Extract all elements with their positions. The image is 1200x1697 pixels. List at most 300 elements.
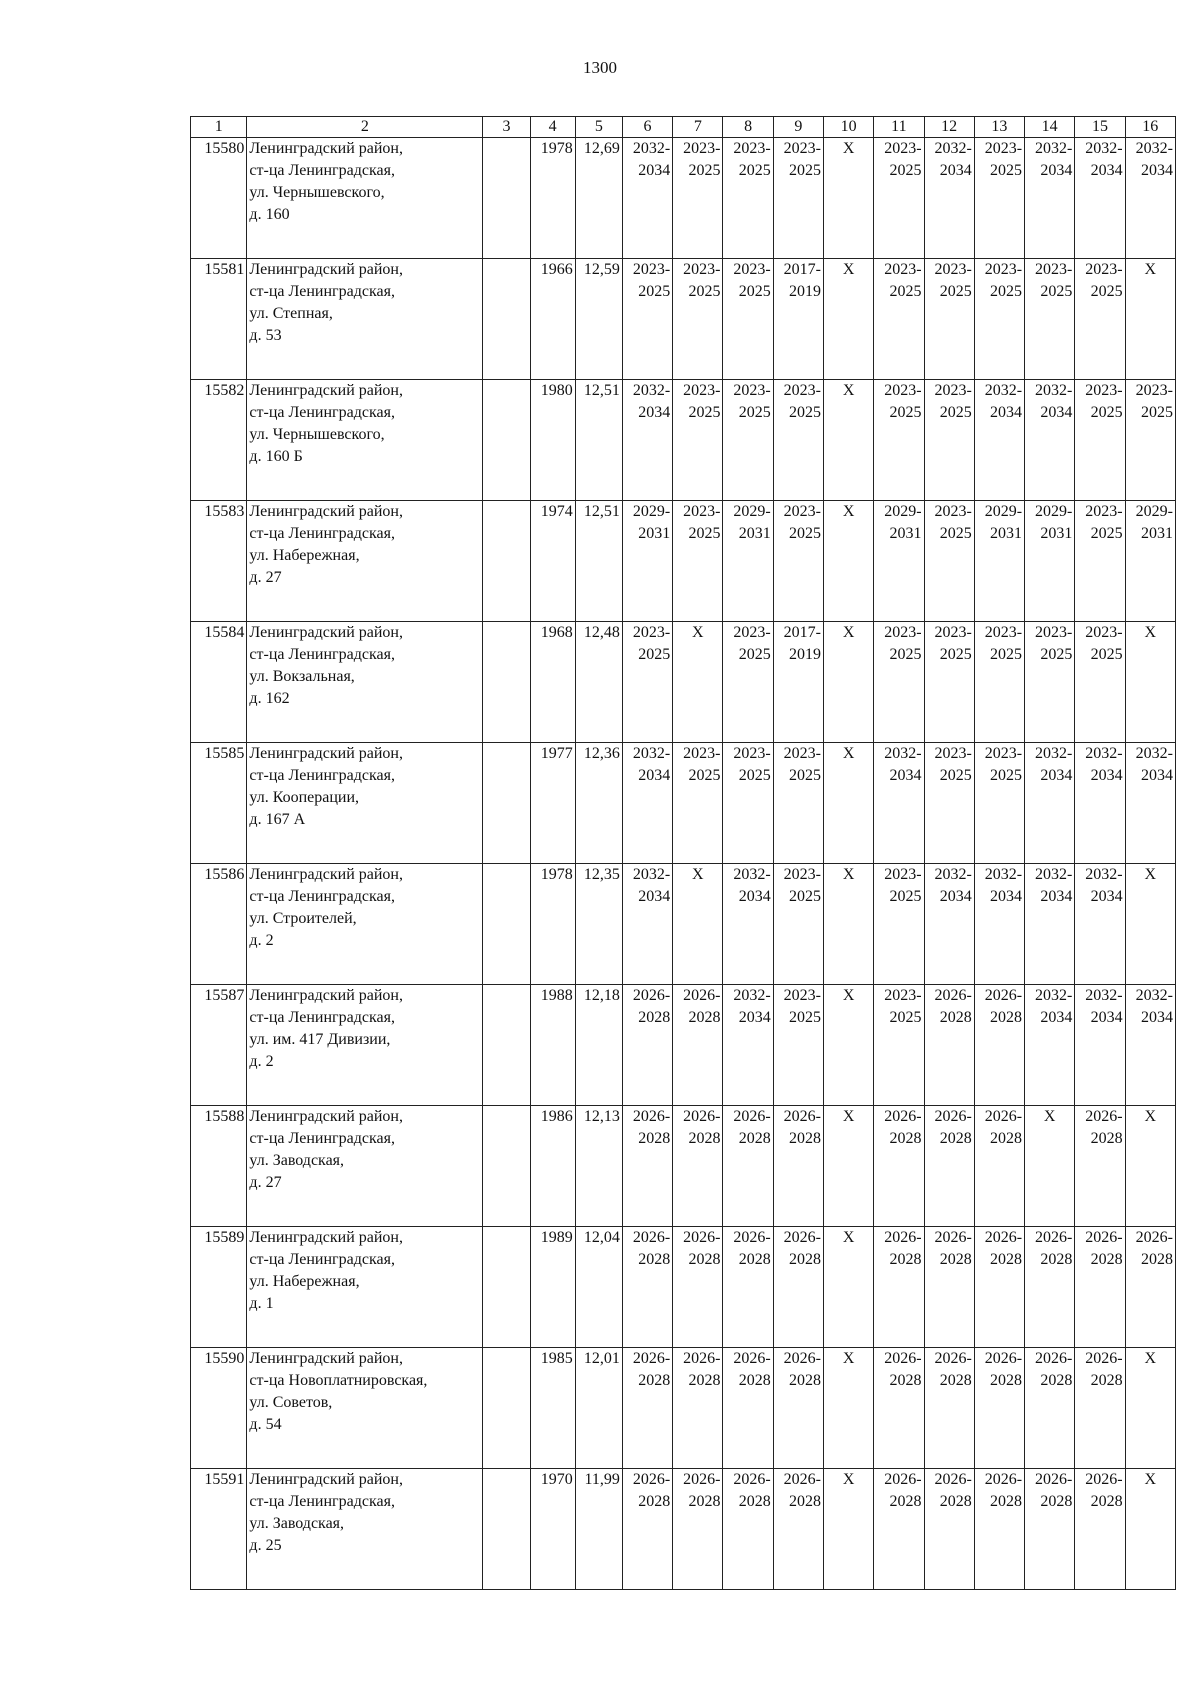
address-line: ул. Заводская, [249, 1152, 345, 1169]
period-cell: X [1125, 1469, 1175, 1590]
period-cell [874, 1227, 924, 1348]
address-cell [247, 1469, 483, 1590]
column-3-cell [483, 501, 530, 622]
period-cell: X [823, 1348, 873, 1469]
period-cell [974, 1106, 1024, 1227]
period-cell [1075, 1227, 1125, 1348]
row-number: 15587 [191, 985, 247, 1106]
period-text: 2023- 2025 [683, 745, 721, 784]
period-text: 2026- 2028 [934, 1108, 972, 1147]
period-cell [974, 743, 1024, 864]
period-text: 2023- 2025 [884, 382, 922, 421]
period-cell [1125, 501, 1175, 622]
period-cell [622, 501, 672, 622]
address-cell [247, 501, 483, 622]
period-cell [673, 1106, 723, 1227]
address-line: ст-ца Ленинградская, [249, 888, 395, 905]
period-cell [1075, 138, 1125, 259]
address-line: д. 167 А [249, 811, 306, 828]
period-text: 2026- 2028 [783, 1350, 821, 1389]
year-built-cell: 1966 [530, 259, 575, 380]
period-cell [1075, 1348, 1125, 1469]
period-text: 2029- 2031 [733, 503, 771, 542]
period-cell [874, 501, 924, 622]
address-line: ул. Вокзальная, [249, 668, 355, 685]
column-number-6: 6 [622, 117, 672, 138]
address-cell [247, 1348, 483, 1469]
address-cell [247, 380, 483, 501]
address-line: Ленинградский район, [249, 987, 403, 1004]
period-cell [622, 138, 672, 259]
period-cell [874, 864, 924, 985]
address-line: ул. Советов, [249, 1394, 333, 1411]
period-cell: X [673, 622, 723, 743]
period-text: 2032- 2034 [632, 382, 671, 421]
period-text: 2023- 2025 [783, 987, 821, 1026]
address-line: ул. Степная, [249, 305, 333, 322]
period-text: 2032- 2034 [733, 866, 771, 905]
value-cell: 12,36 [575, 743, 622, 864]
period-text: 2023- 2025 [884, 261, 922, 300]
period-cell [723, 138, 773, 259]
value-cell: 11,99 [575, 1469, 622, 1590]
period-text: 2032- 2034 [1034, 382, 1073, 421]
period-cell [723, 1227, 773, 1348]
table-row [191, 501, 1176, 622]
period-cell [1025, 622, 1075, 743]
period-cell [924, 743, 974, 864]
period-text: 2023- 2025 [1085, 382, 1123, 421]
period-text: 2032- 2034 [1085, 866, 1123, 905]
column-3-cell [483, 1469, 530, 1590]
period-text: 2023- 2025 [1085, 624, 1123, 663]
period-text: 2029- 2031 [1034, 503, 1073, 542]
period-cell [723, 380, 773, 501]
period-cell: X [823, 259, 873, 380]
address-cell [247, 622, 483, 743]
period-cell [723, 1106, 773, 1227]
period-cell [1125, 380, 1175, 501]
period-cell [773, 864, 823, 985]
period-cell [1075, 1469, 1125, 1590]
period-text: 2023- 2025 [733, 745, 771, 784]
period-text: 2023- 2025 [632, 624, 671, 663]
period-text: 2026- 2028 [884, 1108, 922, 1147]
period-text: 2026- 2028 [632, 987, 671, 1026]
period-cell: X [823, 864, 873, 985]
period-cell [673, 380, 723, 501]
period-text: 2017- 2019 [783, 261, 821, 300]
table-row [191, 380, 1176, 501]
column-number-13: 13 [974, 117, 1024, 138]
address-line: ул. Чернышевского, [249, 184, 385, 201]
period-cell [622, 1227, 672, 1348]
row-number: 15591 [191, 1469, 247, 1590]
table-row [191, 1106, 1176, 1227]
period-text: 2026- 2028 [1085, 1471, 1123, 1510]
period-cell [974, 259, 1024, 380]
address-line: ул. Строителей, [249, 910, 357, 927]
row-number: 15580 [191, 138, 247, 259]
address-line: Ленинградский район, [249, 382, 403, 399]
address-line: ст-ца Ленинградская, [249, 646, 395, 663]
period-text: 2026- 2028 [683, 1229, 721, 1268]
period-cell [622, 743, 672, 864]
period-cell [874, 380, 924, 501]
period-text: 2026- 2028 [884, 1471, 922, 1510]
row-number: 15586 [191, 864, 247, 985]
period-cell [1075, 259, 1125, 380]
table-row [191, 864, 1176, 985]
period-text: 2023- 2025 [884, 987, 922, 1026]
period-cell [924, 138, 974, 259]
address-line: ст-ца Ленинградская, [249, 1130, 395, 1147]
period-text: 2023- 2025 [884, 140, 922, 179]
period-cell [673, 259, 723, 380]
period-text: 2023- 2025 [632, 261, 671, 300]
period-cell [723, 622, 773, 743]
period-cell [924, 501, 974, 622]
period-text: 2026- 2028 [632, 1229, 671, 1268]
period-cell [974, 864, 1024, 985]
period-text: 2026- 2028 [733, 1108, 771, 1147]
period-text: 2023- 2025 [1085, 503, 1123, 542]
address-line: Ленинградский район, [249, 140, 403, 157]
period-cell [1125, 1227, 1175, 1348]
period-text: 2032- 2034 [632, 140, 671, 179]
period-text: 2026- 2028 [884, 1229, 922, 1268]
value-cell: 12,04 [575, 1227, 622, 1348]
period-text: 2026- 2028 [1085, 1350, 1123, 1389]
period-text: 2032- 2034 [1135, 140, 1173, 179]
period-cell [924, 259, 974, 380]
period-cell [723, 259, 773, 380]
period-text: 2026- 2028 [783, 1229, 821, 1268]
address-cell [247, 1227, 483, 1348]
period-cell [1025, 138, 1075, 259]
address-line: д. 27 [249, 569, 282, 586]
period-cell [1125, 138, 1175, 259]
column-number-15: 15 [1075, 117, 1125, 138]
period-cell [622, 1469, 672, 1590]
year-built-cell: 1988 [530, 985, 575, 1106]
row-number: 15589 [191, 1227, 247, 1348]
address-line: ст-ца Ленинградская, [249, 283, 395, 300]
period-text: 2023- 2025 [884, 866, 922, 905]
period-cell: X [823, 743, 873, 864]
period-cell: X [1125, 622, 1175, 743]
period-cell: X [1125, 864, 1175, 985]
period-cell: X [823, 138, 873, 259]
period-text: 2032- 2034 [984, 382, 1023, 421]
period-cell [1025, 259, 1075, 380]
period-cell [773, 1469, 823, 1590]
year-built-cell: 1970 [530, 1469, 575, 1590]
period-text: 2023- 2025 [733, 624, 771, 663]
address-line: Ленинградский район, [249, 1471, 403, 1488]
period-text: 2026- 2028 [1085, 1108, 1123, 1147]
period-text: 2026- 2028 [783, 1108, 821, 1147]
address-line: ст-ца Новоплатнировская, [249, 1372, 428, 1389]
period-text: 2032- 2034 [1085, 987, 1123, 1026]
period-cell [773, 380, 823, 501]
period-text: 2023- 2025 [934, 261, 972, 300]
period-text: 2032- 2034 [1034, 745, 1073, 784]
period-text: 2023- 2025 [783, 140, 821, 179]
period-cell [924, 622, 974, 743]
period-cell [1025, 1469, 1075, 1590]
period-cell [673, 1348, 723, 1469]
row-number: 15583 [191, 501, 247, 622]
value-cell: 12,35 [575, 864, 622, 985]
period-cell: X [1125, 1106, 1175, 1227]
period-text: 2026- 2028 [934, 987, 972, 1026]
period-cell [673, 743, 723, 864]
period-text: 2023- 2025 [783, 382, 821, 421]
period-cell [622, 1106, 672, 1227]
period-text: 2026- 2028 [984, 1229, 1023, 1268]
period-cell [1075, 622, 1125, 743]
period-text: 2026- 2028 [984, 987, 1023, 1026]
column-number-3: 3 [483, 117, 530, 138]
value-cell: 12,48 [575, 622, 622, 743]
row-number: 15588 [191, 1106, 247, 1227]
period-cell [673, 1227, 723, 1348]
address-line: д. 160 Б [249, 448, 303, 465]
period-cell [1125, 985, 1175, 1106]
period-cell [622, 1348, 672, 1469]
period-text: 2032- 2034 [934, 866, 972, 905]
address-line: д. 53 [249, 327, 282, 344]
period-text: 2023- 2025 [1085, 261, 1123, 300]
period-cell: X [673, 864, 723, 985]
period-text: 2026- 2028 [683, 1108, 721, 1147]
period-text: 2023- 2025 [683, 140, 721, 179]
period-cell [1075, 743, 1125, 864]
address-line: Ленинградский район, [249, 1350, 403, 1367]
period-text: 2026- 2028 [984, 1471, 1023, 1510]
period-text: 2032- 2034 [884, 745, 922, 784]
period-text: 2023- 2025 [934, 382, 972, 421]
period-cell [1025, 985, 1075, 1106]
period-cell [1075, 501, 1125, 622]
period-text: 2026- 2028 [1085, 1229, 1123, 1268]
period-cell [1125, 743, 1175, 864]
address-line: ст-ца Ленинградская, [249, 1251, 395, 1268]
period-cell [924, 864, 974, 985]
year-built-cell: 1974 [530, 501, 575, 622]
address-line: ст-ца Ленинградская, [249, 525, 395, 542]
period-cell [974, 1348, 1024, 1469]
year-built-cell: 1980 [530, 380, 575, 501]
period-cell: X [823, 1227, 873, 1348]
address-line: ул. Заводская, [249, 1515, 345, 1532]
period-text: 2023- 2025 [884, 624, 922, 663]
column-number-1: 1 [191, 117, 247, 138]
period-text: 2026- 2028 [934, 1229, 972, 1268]
period-cell [1025, 1348, 1075, 1469]
period-text: 2026- 2028 [632, 1108, 671, 1147]
column-number-14: 14 [1025, 117, 1075, 138]
period-text: 2026- 2028 [783, 1471, 821, 1510]
period-cell [924, 380, 974, 501]
address-line: Ленинградский район, [249, 503, 403, 520]
column-number-row [191, 117, 1176, 138]
period-text: 2023- 2025 [733, 382, 771, 421]
column-3-cell [483, 743, 530, 864]
period-cell [874, 985, 924, 1106]
period-cell [874, 1106, 924, 1227]
address-line: д. 1 [249, 1295, 274, 1312]
period-text: 2023- 2025 [984, 261, 1023, 300]
table-row [191, 138, 1176, 259]
period-cell: X [823, 1106, 873, 1227]
column-3-cell [483, 1106, 530, 1227]
address-cell [247, 259, 483, 380]
period-cell [1025, 1227, 1075, 1348]
column-3-cell [483, 1348, 530, 1469]
address-line: Ленинградский район, [249, 624, 403, 641]
address-line: ст-ца Ленинградская, [249, 162, 395, 179]
period-cell [974, 1469, 1024, 1590]
period-cell [974, 985, 1024, 1106]
value-cell: 12,59 [575, 259, 622, 380]
period-text: 2023- 2025 [1034, 261, 1073, 300]
address-cell [247, 743, 483, 864]
address-cell [247, 985, 483, 1106]
address-line: Ленинградский район, [249, 1229, 403, 1246]
row-number: 15585 [191, 743, 247, 864]
period-text: 2026- 2028 [984, 1350, 1023, 1389]
table-row [191, 743, 1176, 864]
period-text: 2023- 2025 [934, 503, 972, 542]
address-line: ст-ца Ленинградская, [249, 1493, 395, 1510]
period-text: 2026- 2028 [934, 1471, 972, 1510]
address-line: ст-ца Ленинградская, [249, 767, 395, 784]
period-cell [622, 259, 672, 380]
register-table [190, 116, 1176, 1590]
period-cell [1025, 743, 1075, 864]
period-cell [1075, 1106, 1125, 1227]
period-cell [974, 380, 1024, 501]
period-cell [874, 622, 924, 743]
year-built-cell: 1977 [530, 743, 575, 864]
table-row [191, 622, 1176, 743]
period-cell: X [823, 985, 873, 1106]
address-line: Ленинградский район, [249, 1108, 403, 1125]
period-cell: X [823, 501, 873, 622]
period-text: 2032- 2034 [1034, 987, 1073, 1026]
address-line: д. 160 [249, 206, 290, 223]
period-cell [723, 1469, 773, 1590]
period-text: 2023- 2025 [984, 140, 1023, 179]
value-cell: 12,69 [575, 138, 622, 259]
period-text: 2023- 2025 [934, 745, 972, 784]
period-text: 2026- 2028 [683, 1471, 721, 1510]
address-line: Ленинградский район, [249, 261, 403, 278]
period-cell [974, 1227, 1024, 1348]
period-cell [874, 1348, 924, 1469]
value-cell: 12,51 [575, 380, 622, 501]
period-cell [673, 138, 723, 259]
period-text: 2032- 2034 [1085, 745, 1123, 784]
period-cell [773, 743, 823, 864]
period-text: 2026- 2028 [683, 1350, 721, 1389]
year-built-cell: 1978 [530, 864, 575, 985]
period-text: 2026- 2028 [683, 987, 721, 1026]
column-number-11: 11 [874, 117, 924, 138]
table-row [191, 259, 1176, 380]
period-cell [723, 743, 773, 864]
period-text: 2023- 2025 [733, 140, 771, 179]
period-cell [773, 501, 823, 622]
period-cell [924, 1469, 974, 1590]
period-cell [773, 138, 823, 259]
period-text: 2023- 2025 [783, 503, 821, 542]
period-cell [622, 985, 672, 1106]
value-cell: 12,18 [575, 985, 622, 1106]
column-number-9: 9 [773, 117, 823, 138]
year-built-cell: 1985 [530, 1348, 575, 1469]
address-line: Ленинградский район, [249, 866, 403, 883]
period-text: 2029- 2031 [884, 503, 922, 542]
period-cell [673, 501, 723, 622]
period-text: 2032- 2034 [1034, 866, 1073, 905]
address-line: д. 2 [249, 1053, 274, 1070]
period-text: 2029- 2031 [984, 503, 1023, 542]
address-line: д. 27 [249, 1174, 282, 1191]
period-text: 2023- 2025 [984, 624, 1023, 663]
period-text: 2026- 2028 [984, 1108, 1023, 1147]
period-cell [1075, 985, 1125, 1106]
address-line: ст-ца Ленинградская, [249, 404, 395, 421]
period-cell [874, 138, 924, 259]
period-text: 2026- 2028 [1034, 1229, 1073, 1268]
period-cell [773, 259, 823, 380]
address-line: Ленинградский район, [249, 745, 403, 762]
period-cell [874, 743, 924, 864]
period-text: 2029- 2031 [632, 503, 671, 542]
period-text: 2023- 2025 [783, 745, 821, 784]
period-text: 2023- 2025 [783, 866, 821, 905]
period-cell [723, 864, 773, 985]
value-cell: 12,51 [575, 501, 622, 622]
period-text: 2032- 2034 [1085, 140, 1123, 179]
row-number: 15581 [191, 259, 247, 380]
address-cell [247, 864, 483, 985]
period-text: 2023- 2025 [683, 261, 721, 300]
address-line: д. 54 [249, 1416, 282, 1433]
period-text: 2029- 2031 [1135, 503, 1173, 542]
address-line: ул. Набережная, [249, 1273, 360, 1290]
period-cell [874, 259, 924, 380]
period-cell [673, 985, 723, 1106]
row-number: 15590 [191, 1348, 247, 1469]
period-text: 2026- 2028 [884, 1350, 922, 1389]
page-number: 1300 [583, 58, 617, 77]
period-cell: X [1125, 259, 1175, 380]
period-text: 2026- 2028 [733, 1350, 771, 1389]
column-3-cell [483, 985, 530, 1106]
column-3-cell [483, 380, 530, 501]
period-text: 2032- 2034 [632, 745, 671, 784]
period-text: 2032- 2034 [733, 987, 771, 1026]
column-3-cell [483, 259, 530, 380]
period-text: 2017- 2019 [783, 624, 821, 663]
column-3-cell [483, 138, 530, 259]
table-row [191, 1227, 1176, 1348]
year-built-cell: 1968 [530, 622, 575, 743]
